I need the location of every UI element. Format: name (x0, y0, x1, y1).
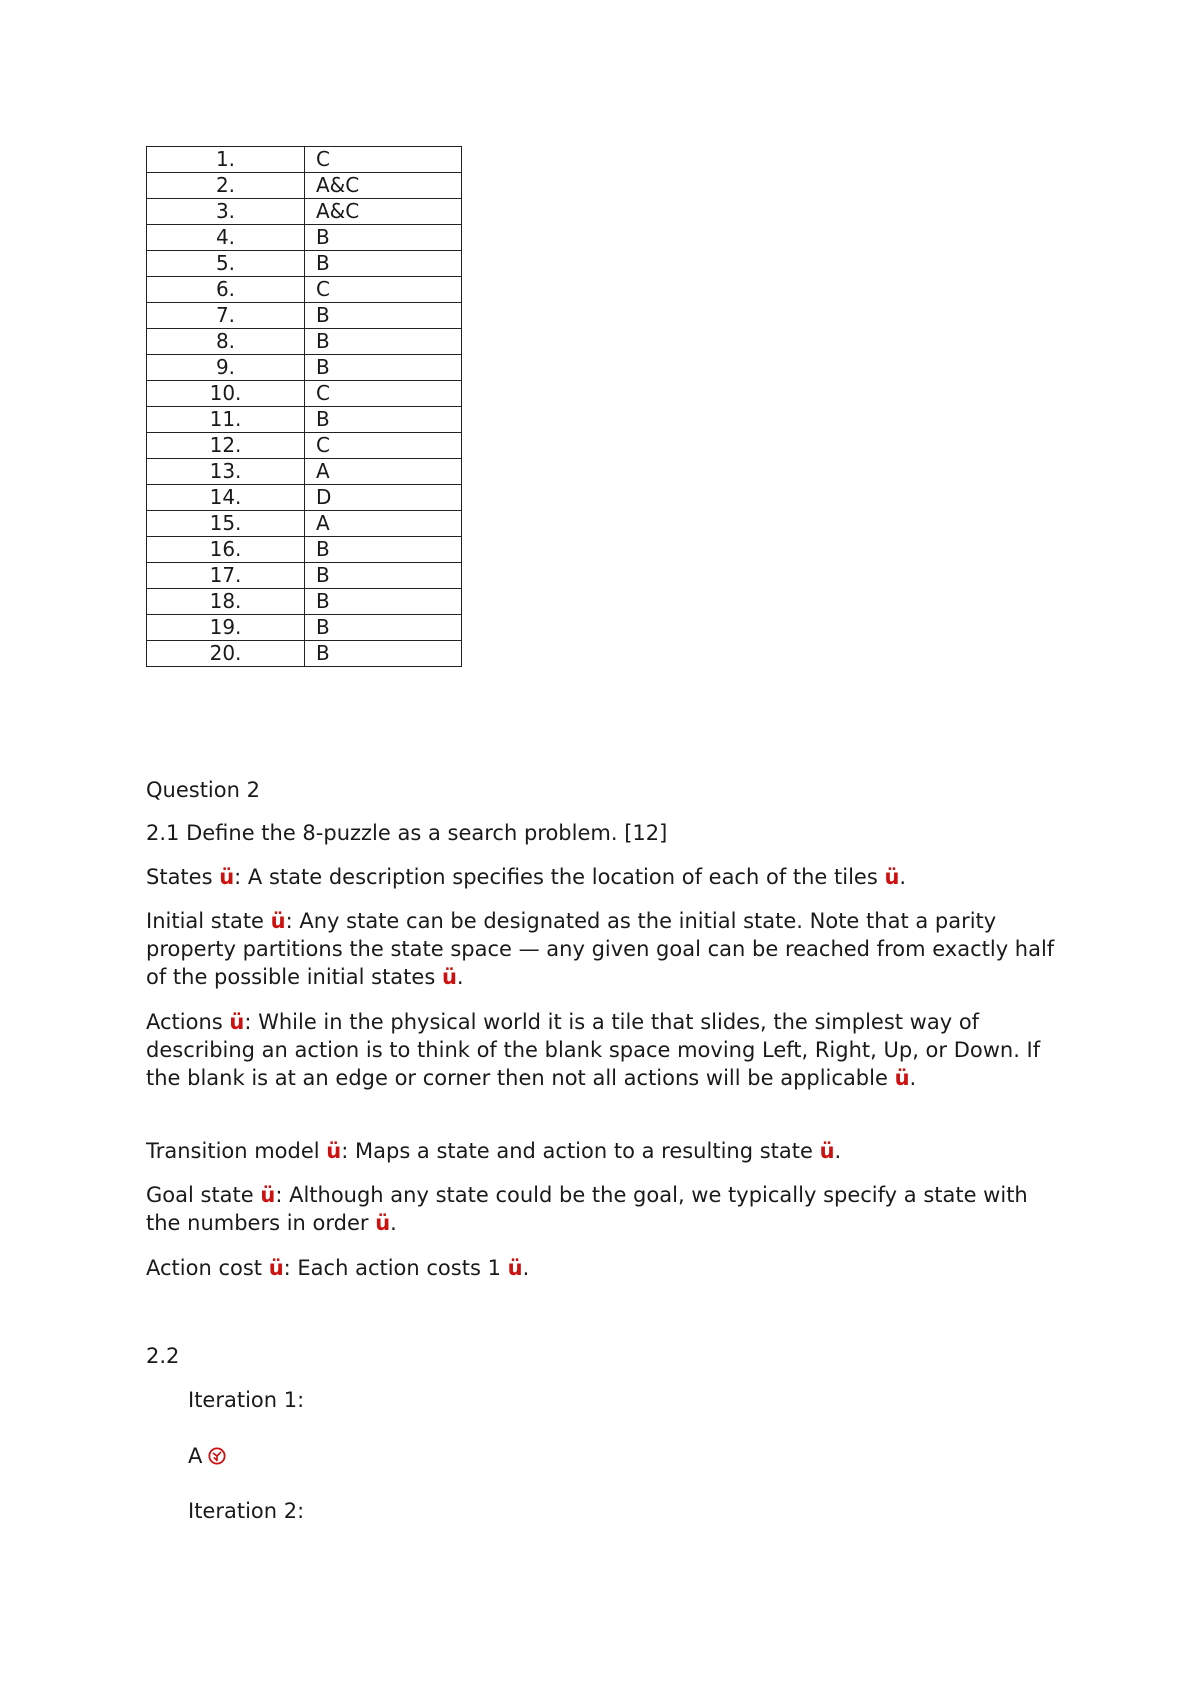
question-number: 3. (147, 199, 305, 225)
answer-row (147, 199, 462, 225)
question-number: 10. (147, 381, 305, 407)
question-number: 16. (147, 537, 305, 563)
tick-mark: ü (507, 1256, 523, 1280)
question-number: 15. (147, 511, 305, 537)
tick-mark: ü (268, 1256, 284, 1280)
question-number: 17. (147, 563, 305, 589)
answer-value: C (305, 381, 462, 407)
question-number: 18. (147, 589, 305, 615)
answer-value: B (305, 303, 462, 329)
answer-value: B (305, 355, 462, 381)
tick-mark: ü (819, 1139, 835, 1163)
answer-value: A&C (305, 173, 462, 199)
answer-value: B (305, 641, 462, 667)
answer-value: B (305, 251, 462, 277)
iteration-2-label: Iteration 2: (188, 1499, 305, 1523)
answer-row (147, 485, 462, 511)
actions-definition: Actions ü: While in the physical world it is a tile that slides, the simplest way of describing an action is to think of the blank space moving Left, Right, Up, or Down. If the blank is at an edge or corner then not all actions will be applicable ü. (146, 1010, 1041, 1090)
answer-table (146, 146, 462, 667)
tick-mark: ü (260, 1183, 276, 1207)
answer-value: B (305, 537, 462, 563)
answer-row (147, 563, 462, 589)
answer-row (147, 329, 462, 355)
tick-mark: ü (884, 865, 900, 889)
tick-mark: ü (219, 865, 235, 889)
question-number: 7. (147, 303, 305, 329)
answer-value: A (305, 511, 462, 537)
question-number: 1. (147, 147, 305, 173)
answer-row (147, 225, 462, 251)
answer-row (147, 459, 462, 485)
answer-value: C (305, 277, 462, 303)
question-number: 19. (147, 615, 305, 641)
question-2-2-heading: 2.2 (146, 1344, 180, 1368)
answer-row (147, 589, 462, 615)
goal-state-definition: Goal state ü: Although any state could be the goal, we typically specify a state with the numbers in order ü. (146, 1183, 1028, 1235)
answer-row (147, 147, 462, 173)
question-number: 2. (147, 173, 305, 199)
iteration-1-label: Iteration 1: (188, 1388, 305, 1412)
answer-row (147, 407, 462, 433)
answer-row (147, 641, 462, 667)
answer-value: B (305, 329, 462, 355)
initial-state-definition: Initial state ü: Any state can be designated as the initial state. Note that a parity property partitions the state space — any given goal can be reached from exactly half of the possible initial states ü. (146, 909, 1055, 989)
answer-value: B (305, 225, 462, 251)
answer-row (147, 355, 462, 381)
question-number: 6. (147, 277, 305, 303)
answer-value: C (305, 433, 462, 459)
goal-check-circle-icon (208, 1447, 226, 1465)
answer-row (147, 277, 462, 303)
tick-mark: ü (326, 1139, 342, 1163)
question-number: 20. (147, 641, 305, 667)
question-number: 12. (147, 433, 305, 459)
answer-row (147, 433, 462, 459)
iteration-1-node: A (188, 1442, 1108, 1470)
tick-mark: ü (229, 1010, 245, 1034)
tick-mark: ü (441, 965, 457, 989)
tick-mark: ü (375, 1211, 391, 1235)
answer-value: B (305, 589, 462, 615)
answer-row (147, 511, 462, 537)
answer-row (147, 251, 462, 277)
question-2-heading: Question 2 (146, 778, 260, 802)
answer-value: A&C (305, 199, 462, 225)
answer-value: C (305, 147, 462, 173)
question-number: 9. (147, 355, 305, 381)
transition-model-definition: Transition model ü: Maps a state and action to a resulting state ü. (146, 1139, 842, 1163)
question-2-1-prompt: 2.1 Define the 8-puzzle as a search problem. [12] (146, 821, 668, 845)
question-number: 4. (147, 225, 305, 251)
states-definition: States ü: A state description specifies the location of each of the tiles ü. (146, 865, 907, 889)
answer-row (147, 173, 462, 199)
question-number: 13. (147, 459, 305, 485)
question-number: 5. (147, 251, 305, 277)
tick-mark: ü (270, 909, 286, 933)
answer-row (147, 537, 462, 563)
question-number: 8. (147, 329, 305, 355)
answer-value: B (305, 615, 462, 641)
answer-value: A (305, 459, 462, 485)
answer-value: B (305, 407, 462, 433)
question-number: 14. (147, 485, 305, 511)
answer-value: B (305, 563, 462, 589)
action-cost-definition: Action cost ü: Each action costs 1 ü. (146, 1256, 530, 1280)
answer-row (147, 381, 462, 407)
answer-value: D (305, 485, 462, 511)
answer-row (147, 615, 462, 641)
tick-mark: ü (894, 1066, 910, 1090)
question-number: 11. (147, 407, 305, 433)
answer-row (147, 303, 462, 329)
